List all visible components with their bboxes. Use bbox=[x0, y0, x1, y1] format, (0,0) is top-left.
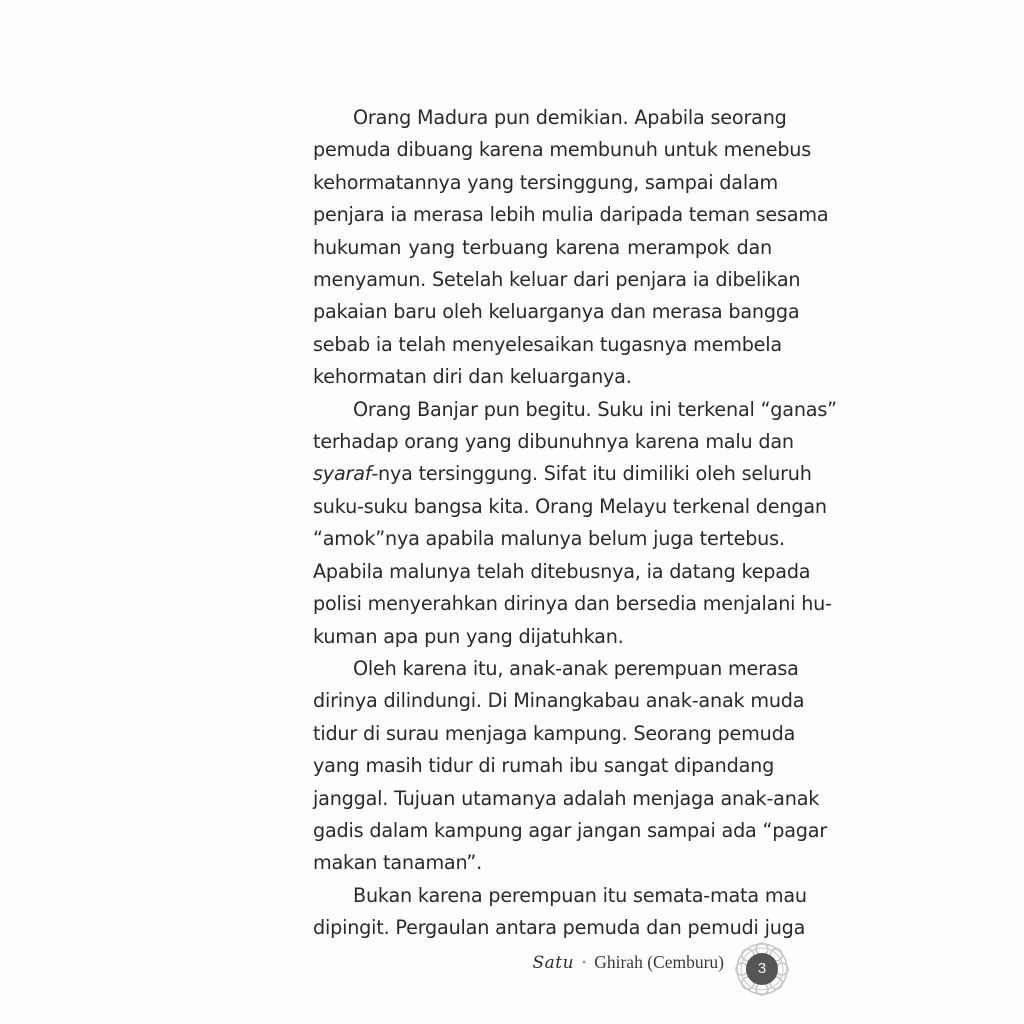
running-head bbox=[532, 952, 724, 973]
text-line: makan tanaman”. bbox=[313, 851, 483, 875]
chapter-word: Satu bbox=[532, 953, 575, 973]
text-line: yang masih tidur di rumah ibu sangat dipandang bbox=[313, 754, 775, 778]
text-line: janggal. Tujuan utamanya adalah menjaga anak-anak bbox=[313, 786, 820, 810]
text-line: kehormatan diri dan keluarganya. bbox=[313, 365, 632, 389]
text-line: suku-suku bangsa kita. Orang Melayu terkenal dengan bbox=[313, 494, 827, 518]
text-line: Oleh karena itu, anak-anak perempuan merasa bbox=[353, 656, 799, 680]
text-line: kuman apa pun yang dijatuhkan. bbox=[313, 624, 624, 648]
text-line: Bukan karena perempuan itu semata-mata mau bbox=[353, 883, 807, 907]
text-line: penjara ia merasa lebih mulia daripada teman sesama bbox=[313, 203, 829, 227]
text-line: hukuman yang terbuang karena merampok dan bbox=[313, 235, 772, 259]
page-number: 3 bbox=[746, 953, 778, 985]
paragraph-2 bbox=[273, 394, 837, 653]
page-footer bbox=[0, 940, 1024, 990]
body-text bbox=[273, 102, 837, 945]
text-line: menyamun. Setelah keluar dari penjara ia dibelikan bbox=[313, 268, 801, 292]
paragraph-4 bbox=[273, 880, 807, 945]
paragraph-1 bbox=[273, 102, 829, 394]
separator-dot: • bbox=[582, 955, 587, 969]
text-line: sebab ia telah menyelesaikan tugasnya membela bbox=[313, 332, 782, 356]
text-line: Orang Madura pun demikian. Apabila seorang bbox=[353, 106, 787, 129]
text-line: polisi menyerahkan dirinya dan bersedia menjalani hu- bbox=[313, 592, 832, 616]
text-line: kehormatannya yang tersinggung, sampai dalam bbox=[313, 170, 778, 194]
text-line: pemuda dibuang karena membunuh untuk menebus bbox=[313, 138, 812, 162]
text-line: “amok”nya apabila malunya belum juga tertebus. bbox=[313, 527, 785, 551]
text-line: terhadap orang yang dibunuhnya karena malu dan bbox=[313, 430, 794, 454]
text-line bbox=[273, 458, 812, 490]
text-line: gadis dalam kampung agar jangan sampai ada “pagar bbox=[313, 818, 828, 842]
italic-term: syaraf bbox=[313, 462, 372, 486]
paragraph-3 bbox=[273, 653, 828, 880]
text-line: dipingit. Pergaulan antara pemuda dan pemudi juga bbox=[313, 916, 806, 940]
text-line: dirinya dilindungi. Di Minangkabau anak-anak muda bbox=[313, 689, 805, 713]
text-line: pakaian baru oleh keluarganya dan merasa bangga bbox=[313, 300, 800, 324]
text-line: Orang Banjar pun begitu. Suku ini terkenal “ganas” bbox=[353, 397, 837, 421]
text-line: Apabila malunya telah ditebusnya, ia datang kepada bbox=[313, 559, 811, 583]
page-number-ornament bbox=[733, 940, 791, 998]
text-line: tidur di surau menjaga kampung. Seorang pemuda bbox=[313, 721, 796, 745]
chapter-title: Ghirah (Cemburu) bbox=[594, 952, 724, 972]
text-line-rest: -nya tersinggung. Sifat itu dimiliki oleh seluruh bbox=[371, 462, 812, 486]
